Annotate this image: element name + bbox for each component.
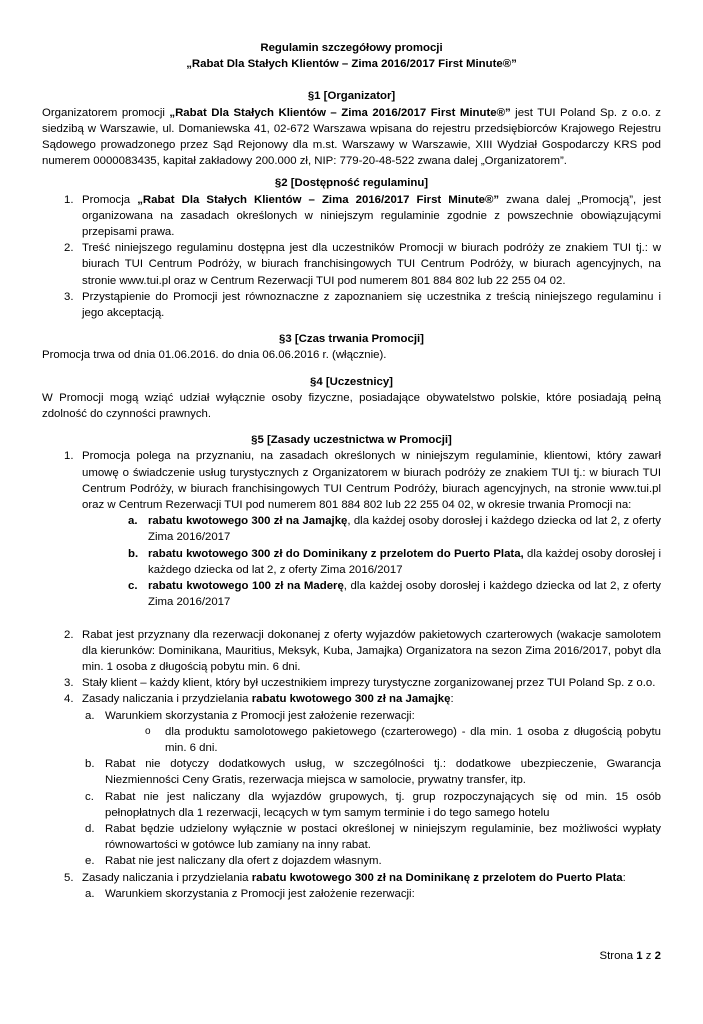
section-1-text: Organizatorem promocji „Rabat Dla Stałych Klientów – Zima 2016/2017 First Minute®” jest TUI Poland Sp. z o.o. z siedzibą w Warszawie, ul. Domaniewska 41, 02-672 Warszawa wpisana do rejestru przedsiębiorców Krajowego Rejestru Sądowego prowadzonego przez Sąd Rejonowy dla m.st. Warszawy w Warszawie, XIII Wydział Gospodarczy KRS pod numerem 0000083435, kapitał zakładowy 200.000 zł, NIP: 779-20-48-522 zwana dalej „Organizatorem”.: [42, 106, 661, 168]
section-3-heading: §3 [Czas trwania Promocji]: [279, 333, 424, 346]
list-item: 1. Promocja „Rabat Dla Stałych Klientów – Zima 2016/2017 First Minute®” zwana dalej „Promocją”, jest organizowana na zasadach określonych w niniejszym regulaminie zgodnie z powszechnie obowiązującymi przepisami prawa.: [64, 193, 661, 239]
section-3-text: Promocja trwa od dnia 01.06.2016. do dnia 06.06.2016 r. (włącznie).: [42, 349, 387, 362]
rule-item: a. Warunkiem skorzystania z Promocji jest założenie rezerwacji: o dla produktu samolotowego pakietowego (czarterowego) - dla min. 1 osoba z długością pobytu min. 6 dni.: [105, 708, 661, 757]
list-item: 1. Promocja polega na przyznaniu, na zasadach określonych w niniejszym regulaminie, klientowi, który zawarł umowę o świadczenie usług turystycznych z Organizatorem w biurach podróży ze znakiem TUI tj.: w biurach TUI Centrum Podróży, w biurach franchisingowych TUI Centrum Podróży, biurach agencyjnych, na stronie www.tui.pl oraz w Centrum Rezerwacji TUI pod numerem 801 884 802 lub 22 255 04 02, w okresie trwania Promocji na: a. rabatu kwotowego 300 zł na Jamajkę, dla każdej osoby dorosłej i każdego dziecka od lat 2, z oferty Zima 2016/2017 b. rabatu kwotowego 300 zł do Dominikany z przelotem do Puerto Plata, dla każdej osoby dorosłej i każdego dziecka od lat 2, z oferty Zima 2016/2017 c. rabatu kwotowego 100 zł na Maderę, dla każdej osoby dorosłej i każdego dziecka od lat 2, z oferty Zima 2016/2017: [82, 448, 661, 610]
discount-item: b. rabatu kwotowego 300 zł do Dominikany z przelotem do Puerto Plata, dla każdej osoby dorosłej i każdego dziecka od lat 2, z oferty Zima 2016/2017: [128, 547, 661, 576]
rule-item: d. Rabat będzie udzielony wyłącznie w postaci określonej w niniejszym regulaminie, bez możliwości wypłaty równowartości w gotówce lub zamiany na inny rabat.: [85, 822, 661, 852]
rule-bullets: [42, 724, 661, 756]
list-item: 3. Przystąpienie do Promocji jest równoznaczne z zapoznaniem się uczestnika z treścią niniejszego regulaminu i jego akceptacją.: [64, 290, 661, 320]
list-item: 5. Zasady naliczania i przydzielania rabatu kwotowego 300 zł na Dominikanę z przelotem do Puerto Plata: a. Warunkiem skorzystania z Promocji jest założenie rezerwacji:: [82, 870, 661, 902]
circle-bullet-icon: o: [145, 725, 151, 737]
list-item: 2. Rabat jest przyznany dla rezerwacji dokonanej z oferty wyjazdów pakietowych czarterowych (wakacje samolotem dla kierunków: Dominikana, Mauritius, Meksyk, Kuba, Jamajka) Organizatora na sezon Zima 2016/2017, pobyt dla min. 1 osoba z długością pobytu min. 6 dni.: [64, 628, 661, 673]
bullet-item: o dla produktu samolotowego pakietowego (czarterowego) - dla min. 1 osoba z długością pobytu min. 6 dni.: [145, 725, 661, 754]
discount-item: a. rabatu kwotowego 300 zł na Jamajkę, dla każdej osoby dorosłej i każdego dziecka od lat 2, z oferty Zima 2016/2017: [128, 515, 661, 544]
rule-item: a. Warunkiem skorzystania z Promocji jest założenie rezerwacji:: [85, 887, 415, 900]
section-1-heading: §1 [Organizator]: [307, 90, 396, 103]
list-item: 2. Treść niniejszego regulaminu dostępna jest dla uczestników Promocji w biurach podróży ze znakiem TUI tj.: w biurach TUI Centrum Podróży, w biurach franchisingowych TUI Centrum Podróży, w biurach agencyjnych, na stronie www.tui.pl oraz w Centrum Rezerwacji TUI pod numerem 801 884 802 lub 22 255 04 02.: [64, 242, 661, 287]
doc-title-line2: „Rabat Dla Stałych Klientów – Zima 2016/2017 First Minute®”: [186, 58, 517, 71]
section-5-heading: §5 [Zasady uczestnictwa w Promocji]: [251, 434, 452, 447]
rule-item: c. Rabat nie jest naliczany dla wyjazdów grupowych, tj. grup rozpoczynających się od min. 15 osób pełnopłatnych dla 1 rezerwacji, lecących w tym samym terminie i do tego samego hotelu: [85, 790, 661, 819]
discount-list: [42, 513, 661, 610]
rule-item: b. Rabat nie dotyczy dodatkowych usług, w szczególności tj.: dodatkowe ubezpieczenie, Gwarancja Niezmienności Ceny Gratis, rezerwacja miejsca w samolocie, prywatny transfer, itp.: [85, 758, 661, 787]
section-4-heading: §4 [Uczestnicy]: [310, 375, 393, 388]
doc-title-line1: Regulamin szczegółowy promocji: [260, 42, 443, 54]
section-2-list: [42, 192, 661, 322]
section-4-text: W Promocji mogą wziąć udział wyłącznie osoby fizyczne, posiadające obywatelstwo polskie, które posiadają pełną zdolność do czynności prawnych.: [42, 391, 661, 421]
section-2-heading: §2 [Dostępność regulaminu]: [274, 177, 429, 190]
page-footer: Strona 1 z 2: [599, 950, 661, 962]
discount-item: c. rabatu kwotowego 100 zł na Maderę, dla każdej osoby dorosłej i każdego dziecka od lat 2, z oferty Zima 2016/2017: [128, 580, 661, 609]
section-5-list-cont: [42, 627, 661, 902]
dominicana-rules-list: [42, 886, 661, 902]
jamaica-rules-list: [42, 708, 661, 870]
rule-item: e. Rabat nie jest naliczany dla ofert z dojazdem własnym.: [85, 855, 382, 868]
section-5-list: [42, 448, 661, 610]
list-item: 4. Zasady naliczania i przydzielania rabatu kwotowego 300 zł na Jamajkę: a. Warunkiem skorzystania z Promocji jest założenie rezerwacji: o dla produktu samolotowego pakietowego (czarterowego) - dla min. 1 osoba z długością pobytu min. 6 dni. b. Rabat nie dotyczy dodatkowych usług, w szczególności tj.: dodatkowe ubezpieczenie, Gwarancja Niezmienności Ceny Gratis, rezerwacja miejsca w samolocie, prywatny transfer, itp. c. Rabat nie jest naliczany dla wyjazdów grupowych, tj. grup rozpoczynających się od min. 15 osób pełnopłatnych dla 1 rezerwacji, lecących w tym samym terminie i do tego samego hotelu d. Rabat będzie udzielony wyłącznie w postaci określonej w niniejszym regulaminie, bez możliwości wypłaty równowartości w gotówce lub zamiany na inny rabat. e. Rabat nie jest naliczany dla ofert z dojazdem własnym.: [82, 691, 661, 869]
list-item: 3. Stały klient – każdy klient, który był uczestnikiem imprezy turystyczne zorganizowanej przez TUI Poland Sp. z o.o.: [64, 677, 656, 690]
